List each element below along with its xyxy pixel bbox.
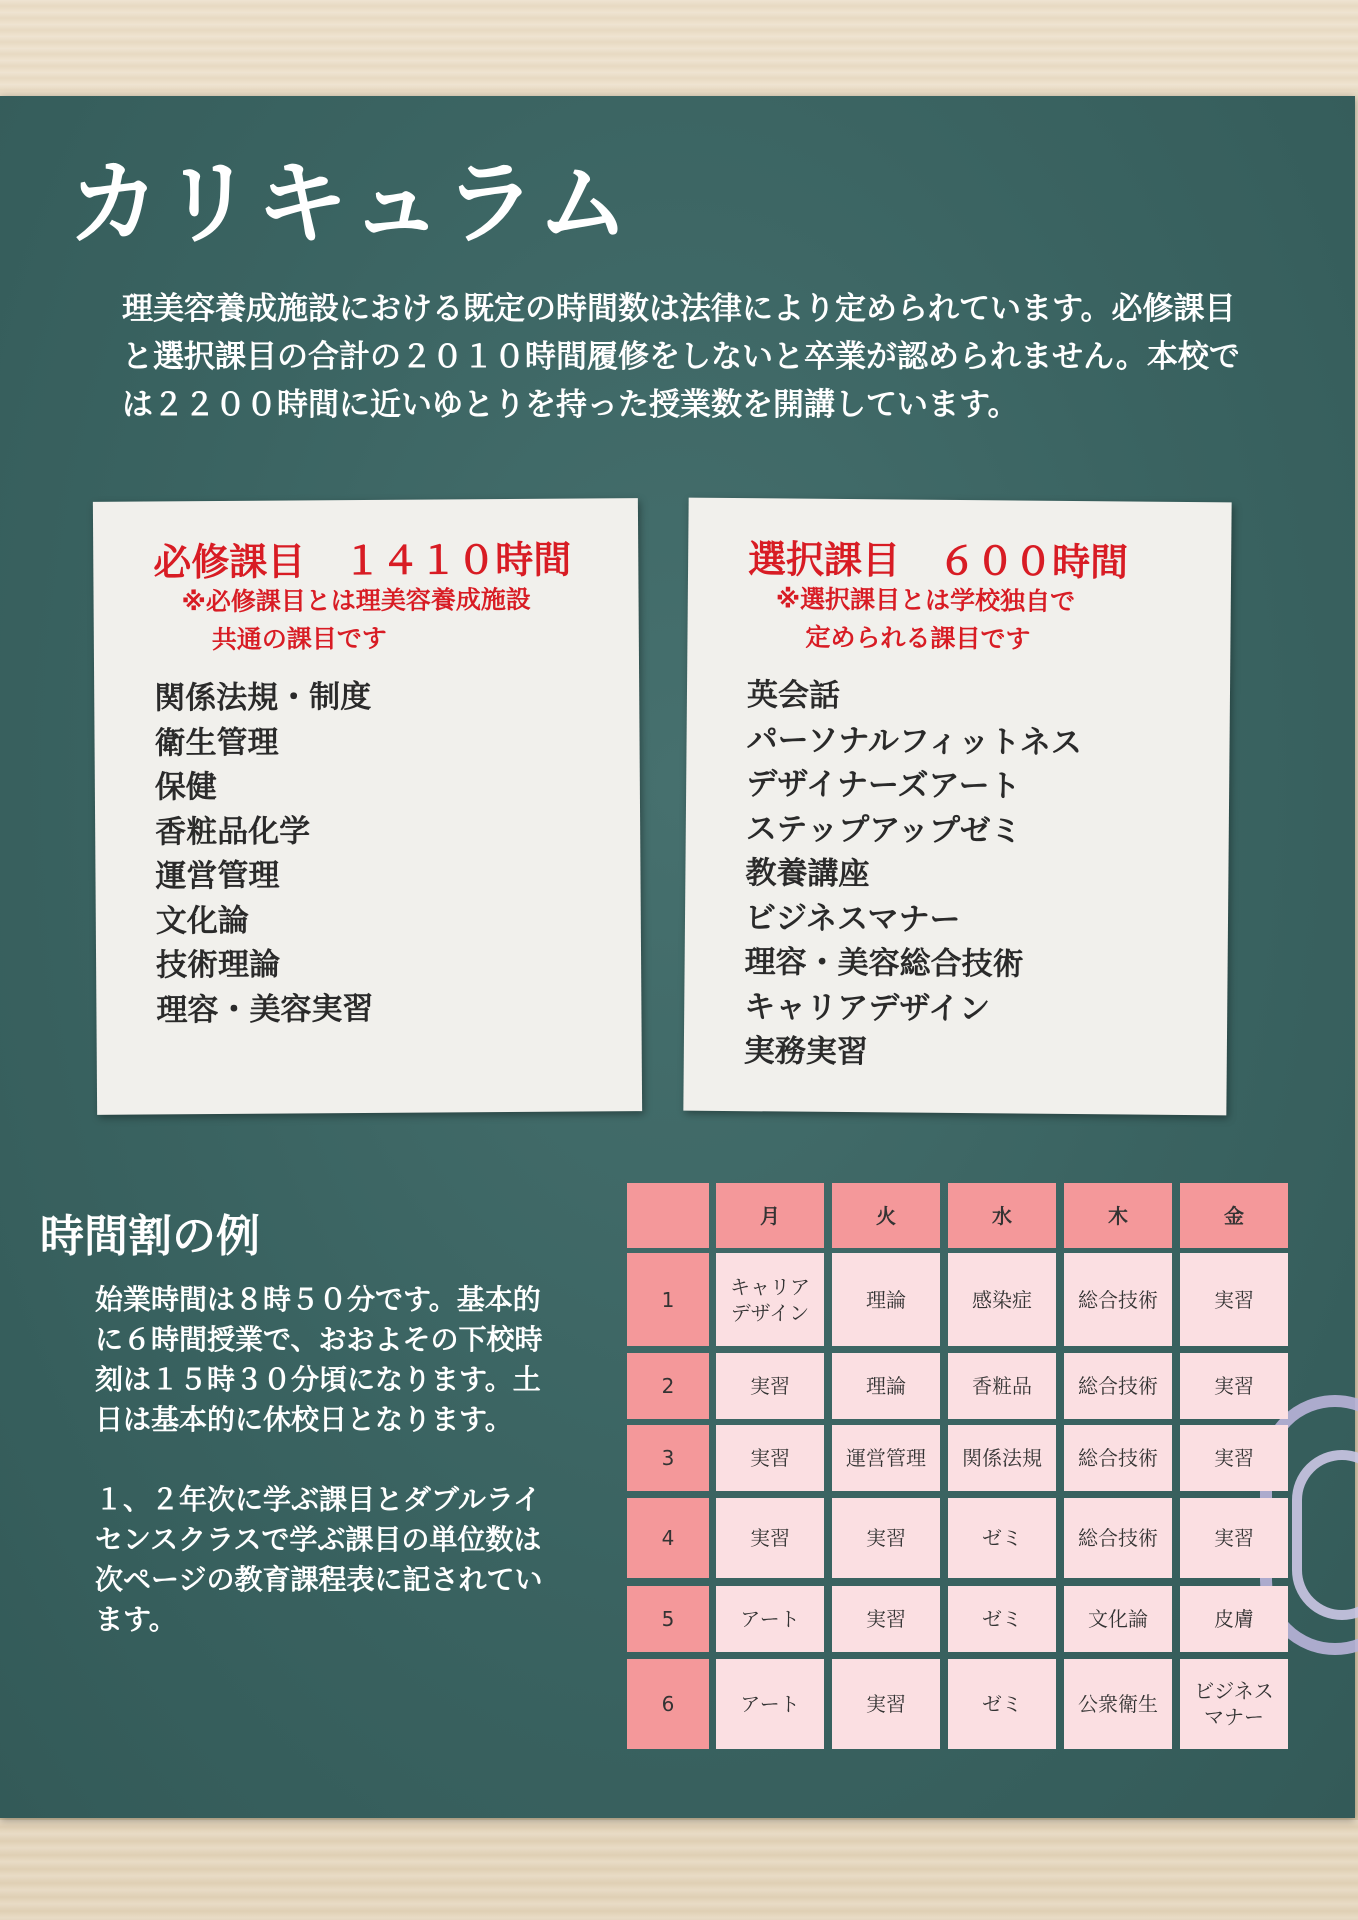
timetable-period-cell: 3	[627, 1425, 709, 1491]
timetable-class-cell: アート	[716, 1586, 824, 1652]
timetable-day-header: 木	[1064, 1183, 1172, 1248]
timetable-class-cell: 実習	[716, 1353, 824, 1419]
wood-frame-bottom	[0, 1820, 1358, 1920]
timetable-class-cell: 実習	[832, 1586, 940, 1652]
required-subjects-card	[93, 498, 642, 1115]
timetable-day-header: 金	[1180, 1183, 1288, 1248]
required-subject-item: 運営管理	[155, 857, 280, 895]
timetable-class-cell: 実習	[1180, 1498, 1288, 1578]
timetable-class-cell: ゼミ	[948, 1659, 1056, 1749]
timetable-class-cell: ビジネス マナー	[1180, 1659, 1288, 1749]
elective-subject-item: パーソナルフィットネス	[746, 721, 1083, 761]
timetable-class-cell: 理論	[832, 1353, 940, 1419]
timetable-period-cell: 1	[627, 1253, 709, 1346]
elective-note-line: 定められる課目です	[805, 622, 1031, 654]
timetable-period-cell: 2	[627, 1353, 709, 1419]
required-subject-item: 衛生管理	[154, 724, 279, 761]
timetable-class-cell: ゼミ	[948, 1498, 1056, 1578]
elective-subject-item: キャリアデザイン	[744, 988, 991, 1027]
timetable-class-cell: 感染症	[948, 1253, 1056, 1346]
wood-frame-top	[0, 0, 1358, 92]
timetable-class-cell: 実習	[832, 1498, 940, 1578]
timetable-class-cell: 理論	[832, 1253, 940, 1346]
elective-subject-item: 実務実習	[743, 1033, 869, 1071]
required-note-line: 共通の課目です	[211, 623, 387, 655]
intro-paragraph: 理美容養成施設における既定の時間数は法律により定められています。必修課目と選択課目の合計の２０１０時間履修をしないと卒業が認められません。本校では２２００時間に近いゆとりを持った授業数を開講しています。	[122, 291, 1240, 423]
timetable-class-cell: ゼミ	[948, 1586, 1056, 1652]
elective-subject-item: デザイナーズアート	[746, 766, 1021, 805]
elective-subject-item: 教養講座	[745, 855, 870, 893]
required-subject-item: 関係法規・制度	[154, 678, 372, 717]
timetable-day-header: 月	[716, 1183, 824, 1248]
elective-subject-item: 英会話	[746, 677, 841, 714]
schedule-paragraph: １、２年次に学ぶ課目とダブルライセンスクラスで学ぶ課目の単位数は次ページの教育課程表に記されています。	[95, 1483, 543, 1636]
timetable-class-cell: アート	[716, 1659, 824, 1749]
paperclip-decoration-inner	[1292, 1450, 1358, 1620]
required-note-line: ※必修課目とは理美容養成施設	[181, 584, 531, 617]
timetable-class-cell: 香粧品	[948, 1353, 1056, 1419]
elective-subjects-card	[683, 498, 1231, 1116]
timetable-class-cell: 公衆衛生	[1064, 1659, 1172, 1749]
elective-heading: 選択課目 ６００時間	[747, 537, 1129, 585]
elective-subject-list	[744, 673, 1083, 1076]
required-subject-item: 文化論	[155, 902, 249, 939]
timetable-class-cell: 実習	[716, 1498, 824, 1578]
required-subject-item: 香粧品化学	[155, 812, 311, 850]
timetable-class-cell: 実習	[1180, 1425, 1288, 1491]
schedule-description	[95, 1280, 555, 1640]
required-heading: 必修課目 １４１０時間	[153, 537, 572, 585]
timetable-period-cell: 4	[627, 1498, 709, 1578]
timetable-class-cell: 皮膚	[1180, 1586, 1288, 1652]
timetable-class-cell: 総合技術	[1064, 1498, 1172, 1578]
timetable-class-cell: キャリア デザイン	[716, 1253, 824, 1346]
timetable-class-cell: 実習	[1180, 1253, 1288, 1346]
timetable-corner-cell	[627, 1183, 709, 1248]
elective-subject-item: ビジネスマナー	[744, 899, 961, 938]
required-subject-list	[154, 675, 373, 1033]
timetable-class-cell: 実習	[1180, 1353, 1288, 1419]
timetable-class-cell: 実習	[716, 1425, 824, 1491]
elective-subject-item: ステップアップゼミ	[745, 810, 1022, 850]
page-title: カリキュラム	[68, 150, 632, 257]
timetable-class-cell: 運営管理	[832, 1425, 940, 1491]
schedule-paragraph: 始業時間は８時５０分です。基本的に６時間授業で、おおよその下校時刻は１５時３０分頃になります。土日は基本的に休校日となります。	[95, 1283, 543, 1436]
elective-note	[775, 580, 1075, 659]
timetable-class-cell: 総合技術	[1064, 1425, 1172, 1491]
required-subject-item: 技術理論	[155, 946, 281, 984]
timetable-class-cell: 関係法規	[948, 1425, 1056, 1491]
required-note	[181, 581, 531, 659]
timetable-class-cell: 総合技術	[1064, 1253, 1172, 1346]
timetable-period-cell: 5	[627, 1586, 709, 1652]
timetable-day-header: 火	[832, 1183, 940, 1248]
required-subject-item: 保健	[154, 769, 217, 806]
timetable-period-cell: 6	[627, 1659, 709, 1749]
timetable-class-cell: 文化論	[1064, 1586, 1172, 1652]
timetable-class-cell: 実習	[832, 1659, 940, 1749]
schedule-title: 時間割の例	[40, 1211, 260, 1262]
required-subject-item: 理容・美容実習	[156, 990, 374, 1028]
elective-note-line: ※選択課目とは学校独自で	[775, 584, 1076, 617]
elective-subject-item: 理容・美容総合技術	[744, 944, 1024, 983]
timetable-class-cell: 総合技術	[1064, 1353, 1172, 1419]
timetable-day-header: 水	[948, 1183, 1056, 1248]
